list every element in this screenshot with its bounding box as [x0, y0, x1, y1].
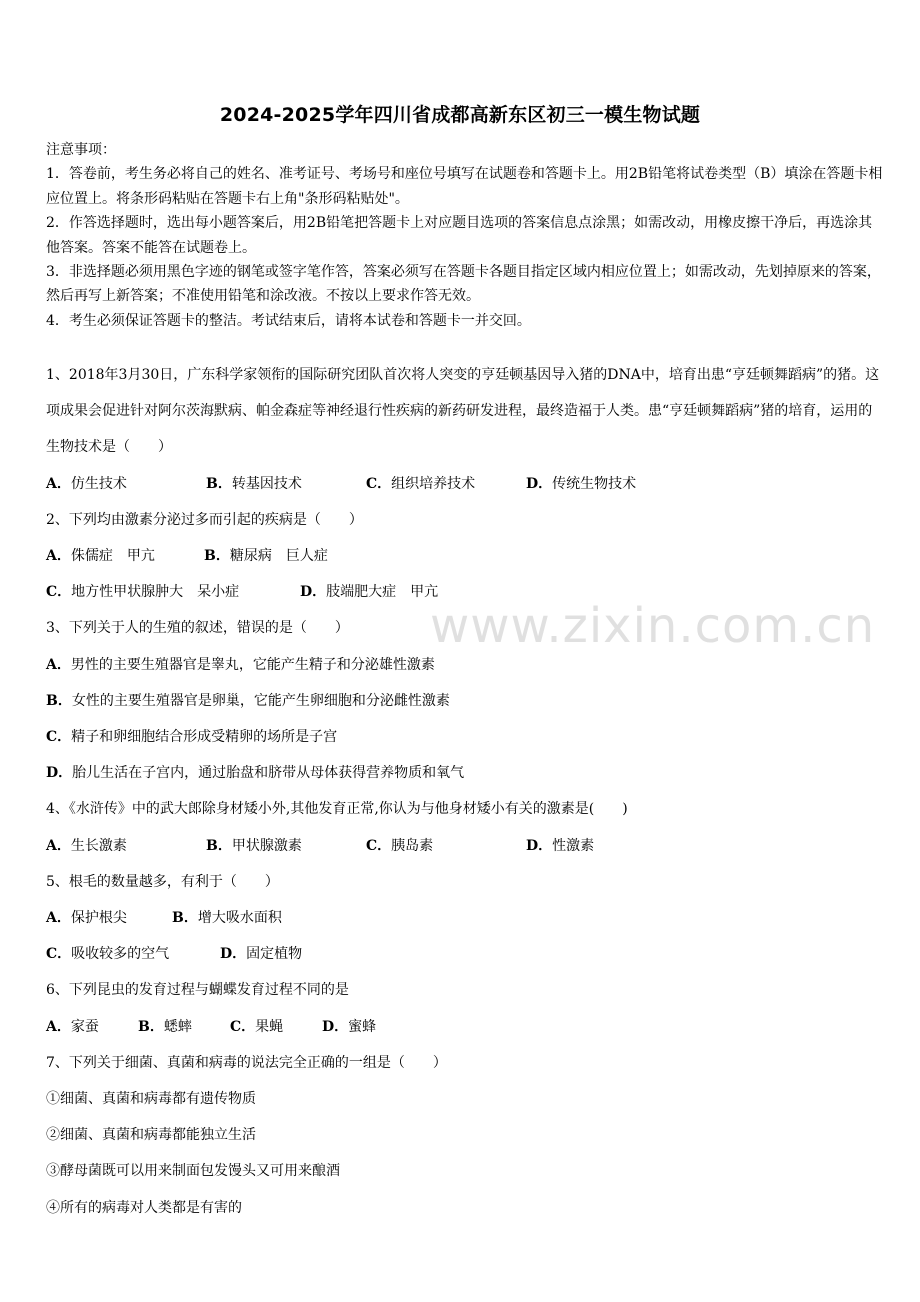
question-3-option-d: D．胎儿生活在子宫内，通过胎盘和脐带从母体获得营养物质和氧气 — [46, 765, 465, 782]
option-c: C．果蝇 — [230, 1018, 284, 1035]
notes-item-1: 1．答卷前，考生务必将自己的姓名、准考证号、考场号和座位号填写在试题卷和答题卡上。用2B铅笔将试卷类型（B）填涂在答题卡相应位置上。将条形码粘贴在答题卡右上角"条形码粘贴处"。 — [46, 166, 883, 207]
option-d: D．性激素 — [526, 837, 595, 854]
option-b: B．转基因技术 — [206, 475, 302, 492]
option-a: A．生长激素 — [46, 837, 127, 854]
option-c: C．组织培养技术 — [366, 475, 476, 492]
option-c: C．地方性甲状腺肿大 呆小症 — [46, 584, 240, 601]
question-7-statement-1: ①细菌、真菌和病毒都有遗传物质 — [46, 1091, 256, 1108]
question-2-options-ab — [46, 538, 886, 574]
notes-section — [46, 138, 886, 333]
option-d: D．固定植物 — [220, 946, 303, 963]
option-b: B．增大吸水面积 — [172, 910, 282, 927]
notes-item-3: 3．非选择题必须用黑色字迹的钢笔或签字笔作答，答案必须写在答题卡各题目指定区域内相应位置上；如需改动，先划掉原来的答案，然后再写上新答案；不准使用铅笔和涂改液。不按以上要求作答无效。 — [46, 264, 881, 305]
question-5-stem: 5、根毛的数量越多，有利于（ ） — [46, 873, 279, 890]
option-b: B．蟋蟀 — [138, 1018, 192, 1035]
option-c: C．胰岛素 — [366, 837, 434, 854]
question-5-options-cd — [46, 936, 886, 972]
question-2-options-cd — [46, 574, 886, 610]
watermark-text: www.zixin.com.cn — [430, 598, 876, 654]
page-title: 2024-2025学年四川省成都高新东区初三一模生物试题 — [219, 104, 701, 126]
question-6-options — [46, 1009, 886, 1045]
question-3-stem: 3、下列关于人的生殖的叙述，错误的是（ ） — [46, 620, 349, 637]
option-a: A．家蚕 — [46, 1018, 99, 1035]
notes-item-2: 2．作答选择题时，选出每小题答案后，用2B铅笔把答题卡上对应题目选项的答案信息点涂黑；如需改动，用橡皮擦干净后，再选涂其他答案。答案不能答在试题卷上。 — [46, 215, 873, 256]
question-6-stem: 6、下列昆虫的发育过程与蝴蝶发育过程不同的是 — [46, 982, 349, 999]
notes-item-4: 4．考生必须保证答题卡的整洁。考试结束后，请将本试卷和答题卡一并交回。 — [46, 312, 531, 329]
questions-section — [46, 357, 886, 1226]
question-1-stem: 1、2018年3月30日，广东科学家领衔的国际研究团队首次将人突变的亨廷顿基因导入猪的DNA中，培育出患“亨廷顿舞蹈病”的猪。这项成果会促进针对阿尔茨海默病、帕金森症等神经退行性疾病的新药研发进程，最终造福于人类。患“亨廷顿舞蹈病”猪的培育，运用的生物技术是（ ） — [46, 367, 880, 456]
question-3-option-c: C．精子和卵细胞结合形成受精卵的场所是子宫 — [46, 729, 338, 746]
question-3-option-b: B．女性的主要生殖器官是卵巢，它能产生卵细胞和分泌雌性激素 — [46, 692, 450, 709]
question-7-stem: 7、下列关于细菌、真菌和病毒的说法完全正确的一组是（ ） — [46, 1054, 447, 1071]
option-d: D．蜜蜂 — [322, 1018, 377, 1035]
option-b: B．甲状腺激素 — [206, 837, 302, 854]
question-5-options-ab — [46, 900, 886, 936]
option-a: A．侏儒症 甲亢 — [46, 548, 155, 565]
option-a: A．仿生技术 — [46, 475, 127, 492]
question-3-option-a: A．男性的主要生殖器官是睾丸，它能产生精子和分泌雄性激素 — [46, 656, 435, 673]
option-a: A．保护根尖 — [46, 910, 127, 927]
notes-heading: 注意事项： — [46, 142, 116, 158]
question-4-options — [46, 828, 886, 864]
question-7-statement-2: ②细菌、真菌和病毒都能独立生活 — [46, 1127, 256, 1144]
option-d: D．传统生物技术 — [526, 475, 637, 492]
option-b: B．糖尿病 巨人症 — [204, 548, 328, 565]
question-4-stem: 4、《水浒传》中的武大郎除身材矮小外,其他发育正常,你认为与他身材矮小有关的激素是( ) — [46, 801, 628, 818]
question-7-statement-4: ④所有的病毒对人类都是有害的 — [46, 1199, 242, 1216]
option-c: C．吸收较多的空气 — [46, 946, 170, 963]
question-1-options — [46, 466, 886, 502]
question-2-stem: 2、下列均由激素分泌过多而引起的疾病是（ ） — [46, 511, 363, 528]
question-7-statement-3: ③酵母菌既可以用来制面包发馒头又可用来酿酒 — [46, 1163, 340, 1180]
option-d: D．肢端肥大症 甲亢 — [300, 584, 439, 601]
